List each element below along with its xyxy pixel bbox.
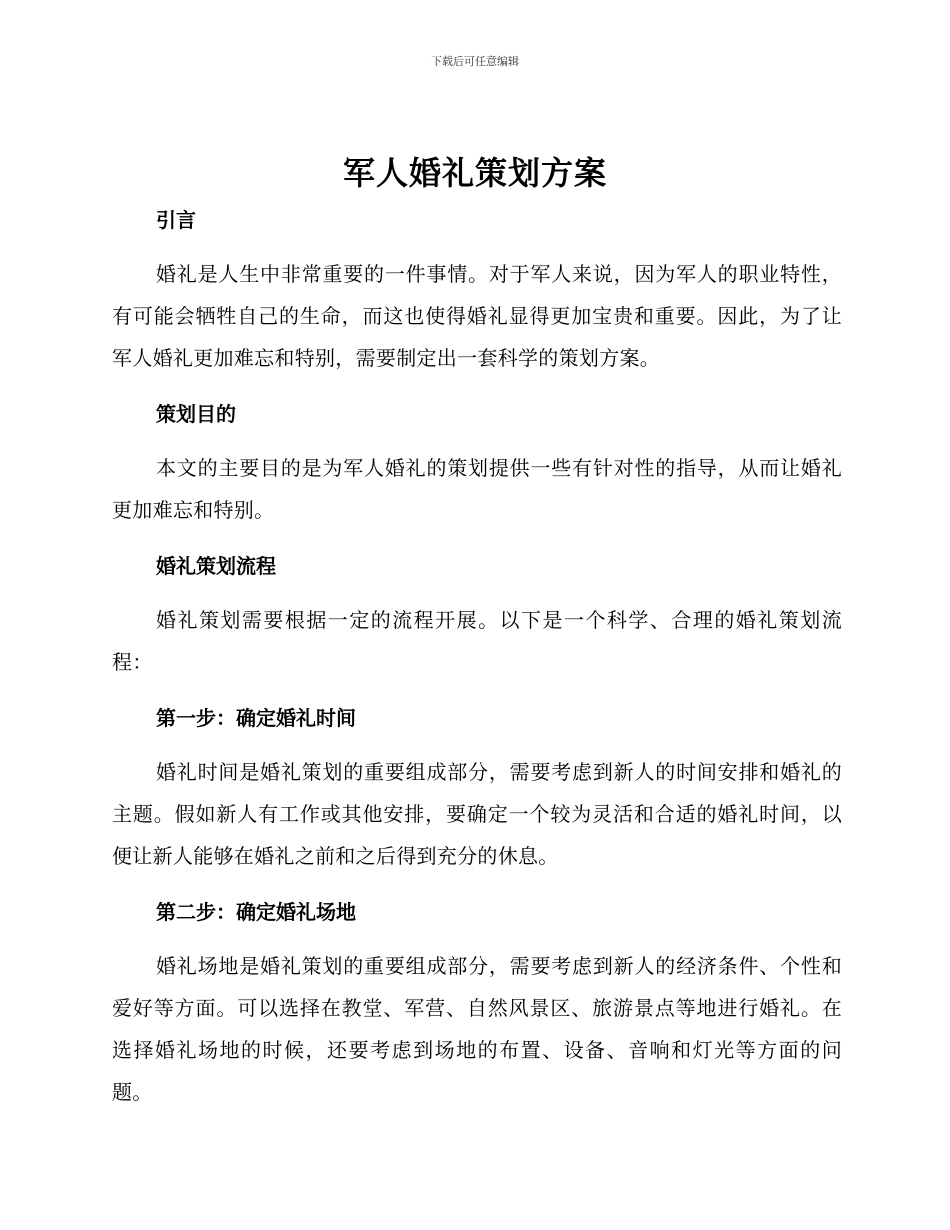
section-paragraph-purpose: 本文的主要目的是为军人婚礼的策划提供一些有针对性的指导，从而让婚礼更加难忘和特别。	[112, 456, 842, 522]
section-paragraph-step-one: 婚礼时间是婚礼策划的重要组成部分，需要考虑到新人的时间安排和婚礼的主题。假如新人有工作或其他安排，要确定一个较为灵活和合适的婚礼时间，以便让新人能够在婚礼之前和之后得到充分的休息。	[112, 760, 842, 868]
section-paragraph-introduction: 婚礼是人生中非常重要的一件事情。对于军人来说，因为军人的职业特性，有可能会牺牲自己的生命，而这也使得婚礼显得更加宝贵和重要。因此，为了让军人婚礼更加难忘和特别，需要制定出一套科学的策划方案。	[112, 262, 842, 370]
document-title: 军人婚礼策划方案	[342, 154, 607, 192]
section-paragraph-process: 婚礼策划需要根据一定的流程开展。以下是一个科学、合理的婚礼策划流程：	[112, 608, 842, 674]
section-heading-purpose: 策划目的	[156, 402, 236, 426]
page-header-note: 下载后可任意编辑	[431, 55, 519, 68]
section-paragraph-step-two: 婚礼场地是婚礼策划的重要组成部分，需要考虑到新人的经济条件、个性和爱好等方面。可以选择在教堂、军营、自然风景区、旅游景点等地进行婚礼。在选择婚礼场地的时候，还要考虑到场地的布置、设备、音响和灯光等方面的问题。	[112, 954, 842, 1104]
section-heading-step-two: 第二步：确定婚礼场地	[156, 900, 356, 924]
section-heading-process: 婚礼策划流程	[156, 554, 276, 578]
section-heading-step-one: 第一步：确定婚礼时间	[156, 706, 356, 730]
section-heading-introduction: 引言	[156, 208, 196, 232]
